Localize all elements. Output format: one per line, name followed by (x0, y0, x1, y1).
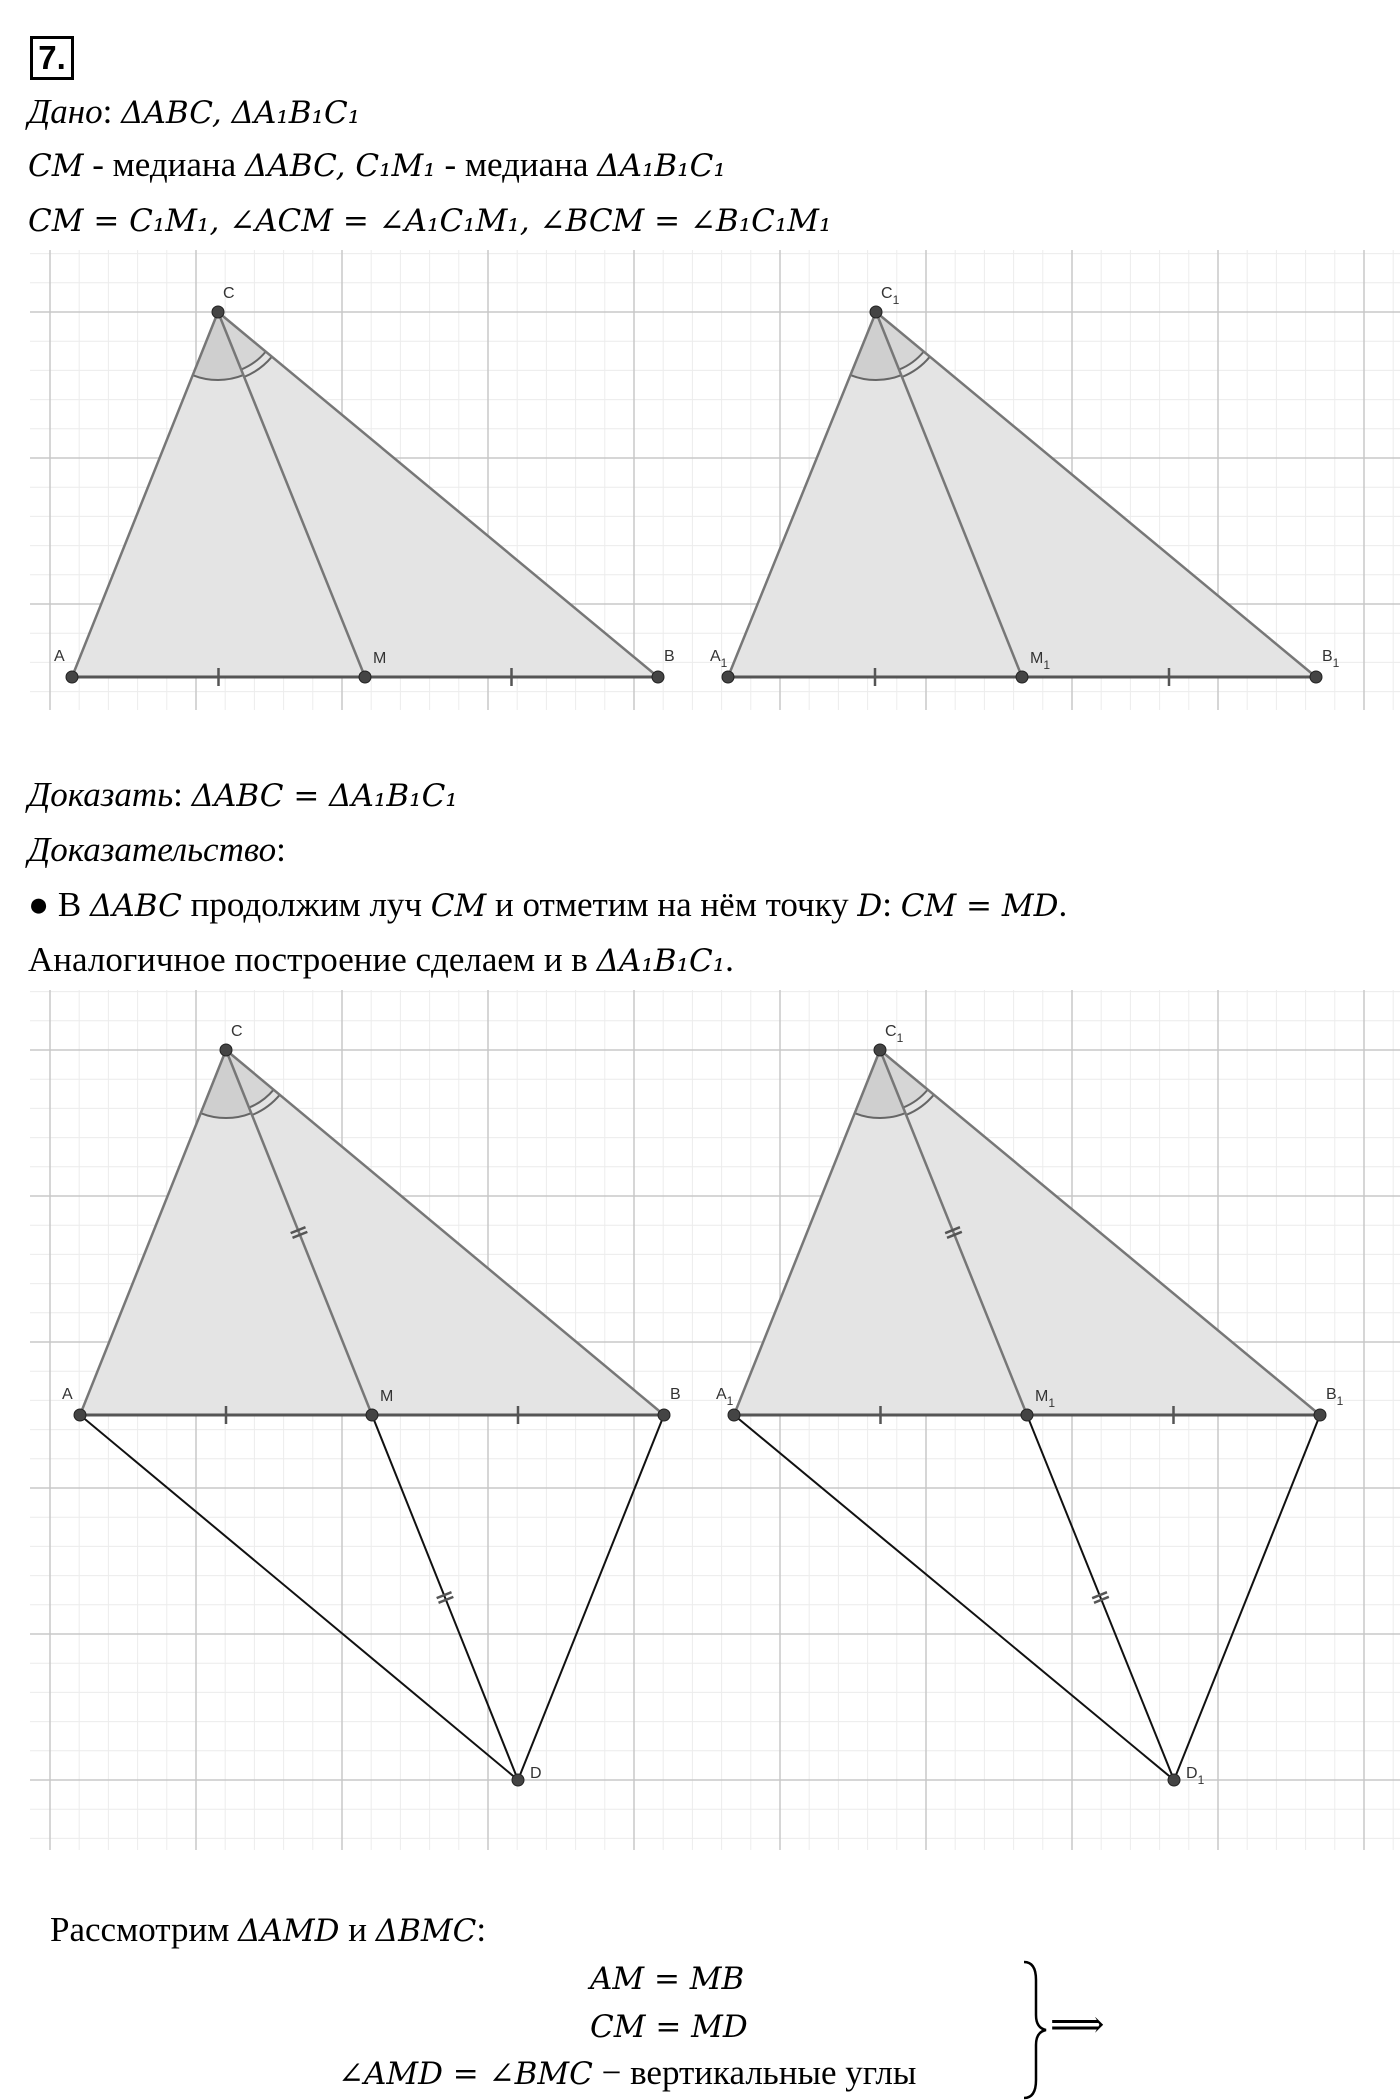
point-b (652, 671, 664, 683)
consider-text-a: Рассмотрим (50, 1910, 239, 1949)
given-line-1: Дано: ΔABC, ΔA₁B₁C₁ (28, 92, 361, 131)
triangle-fill (72, 312, 658, 677)
point-m (359, 671, 371, 683)
implies-arrow-icon: ⟹ (1050, 2004, 1105, 2046)
median-c1m1: ΔABC, C₁M₁ (244, 148, 436, 184)
point-b (1310, 671, 1322, 683)
step1-math-a: ΔABC (90, 888, 182, 924)
label-b: B (664, 648, 675, 665)
label-a: A (54, 648, 65, 665)
label-b: $B_1$ (1322, 648, 1340, 670)
point-b (1314, 1409, 1326, 1421)
consider-math-a: ΔAMD (238, 1913, 340, 1949)
label-d: $D_1$ (1186, 1765, 1205, 1787)
label-m: $M_1$ (1030, 650, 1051, 672)
label-b: $B_1$ (1326, 1386, 1344, 1408)
label-a: $A_1$ (710, 648, 728, 670)
label-a: A (62, 1386, 73, 1403)
step2-text: Аналогичное построение сделаем и в (28, 940, 597, 979)
proof-label-line: Доказательство: (28, 830, 286, 869)
triangle-fill (80, 1050, 664, 1415)
median-cm: CM (28, 148, 84, 184)
point-c (220, 1044, 232, 1056)
given-label: Дано (28, 92, 103, 131)
point-a (74, 1409, 86, 1421)
point-a (728, 1409, 740, 1421)
point-c (870, 306, 882, 318)
step1-math-b: CM (430, 888, 487, 924)
triangle-a1b1c1: ΔA₁B₁C₁ (597, 148, 726, 184)
point-m (366, 1409, 378, 1421)
consider-text-c: : (476, 1910, 487, 1949)
consider-math-b: ΔBMC (375, 1913, 477, 1949)
point-b (658, 1409, 670, 1421)
prove-statement: ΔABC = ΔA₁B₁C₁ (191, 778, 458, 814)
equality-1 (590, 1958, 744, 1999)
median-text-2: - медиана (435, 145, 598, 184)
segment-bd (518, 1415, 664, 1780)
point-m (1016, 671, 1028, 683)
bullet: ● (28, 885, 58, 924)
label-b: B (670, 1386, 681, 1403)
point-a (66, 671, 78, 683)
given-line-3 (28, 200, 831, 241)
step1-text-d: : (882, 885, 901, 924)
figure-construction (30, 990, 1400, 1850)
point-m (1021, 1409, 1033, 1421)
segment-md (372, 1415, 518, 1780)
segment-md (1027, 1415, 1174, 1780)
figure-given (30, 250, 1400, 710)
eq3-text: − вертикальные углы (592, 2053, 917, 2092)
given-triangles: ΔABC, ΔA₁B₁C₁ (121, 95, 361, 131)
point-d (1168, 1774, 1180, 1786)
triangle-fill (734, 1050, 1320, 1415)
triangle-fill (728, 312, 1316, 677)
proof-step-1 (28, 885, 1067, 926)
eq1: AM = MB (590, 1961, 745, 1997)
step2-end: . (725, 940, 734, 979)
step1-text-a: В (57, 885, 90, 924)
right-brace-icon (1020, 1960, 1050, 2100)
step1-math-d: CM = MD (900, 888, 1059, 924)
consider-line (50, 1910, 486, 1951)
label-m: $M_1$ (1035, 1388, 1056, 1410)
label-m: M (380, 1388, 394, 1405)
point-c (874, 1044, 886, 1056)
prove-line: Доказать: ΔABC = ΔA₁B₁C₁ (28, 775, 458, 814)
proof-label: Доказательство (28, 830, 277, 869)
step1-text-b: продолжим луч (181, 885, 431, 924)
given-equalities: CM = C₁M₁, ∠ACM = ∠A₁C₁M₁, ∠BCM = ∠B₁C₁M₁ (28, 203, 832, 239)
point-a (722, 671, 734, 683)
equality-2 (590, 2006, 748, 2047)
step1-text-e: . (1058, 885, 1068, 924)
label-c: $C_1$ (881, 285, 900, 307)
eq3-math: ∠AMD = ∠BMC (338, 2056, 593, 2092)
eq2: CM = MD (590, 2009, 748, 2045)
step1-text-c: и отметим на нём точку (486, 885, 858, 924)
label-m: M (373, 650, 387, 667)
consider-text-b: и (339, 1910, 376, 1949)
median-text-1: - медиана (83, 145, 245, 184)
step2-math: ΔA₁B₁C₁ (596, 943, 726, 979)
label-d: D (530, 1765, 542, 1782)
prove-label: Доказать (28, 775, 174, 814)
proof-step-2 (28, 940, 734, 981)
task-number: 7. (30, 36, 74, 80)
label-c: C (223, 285, 235, 302)
label-a: $A_1$ (716, 1386, 734, 1408)
given-line-2 (28, 145, 726, 186)
point-c (212, 306, 224, 318)
step1-math-c: D (857, 888, 883, 924)
equality-3 (338, 2053, 916, 2094)
label-c: $C_1$ (885, 1023, 904, 1045)
label-c: C (231, 1023, 243, 1040)
point-d (512, 1774, 524, 1786)
